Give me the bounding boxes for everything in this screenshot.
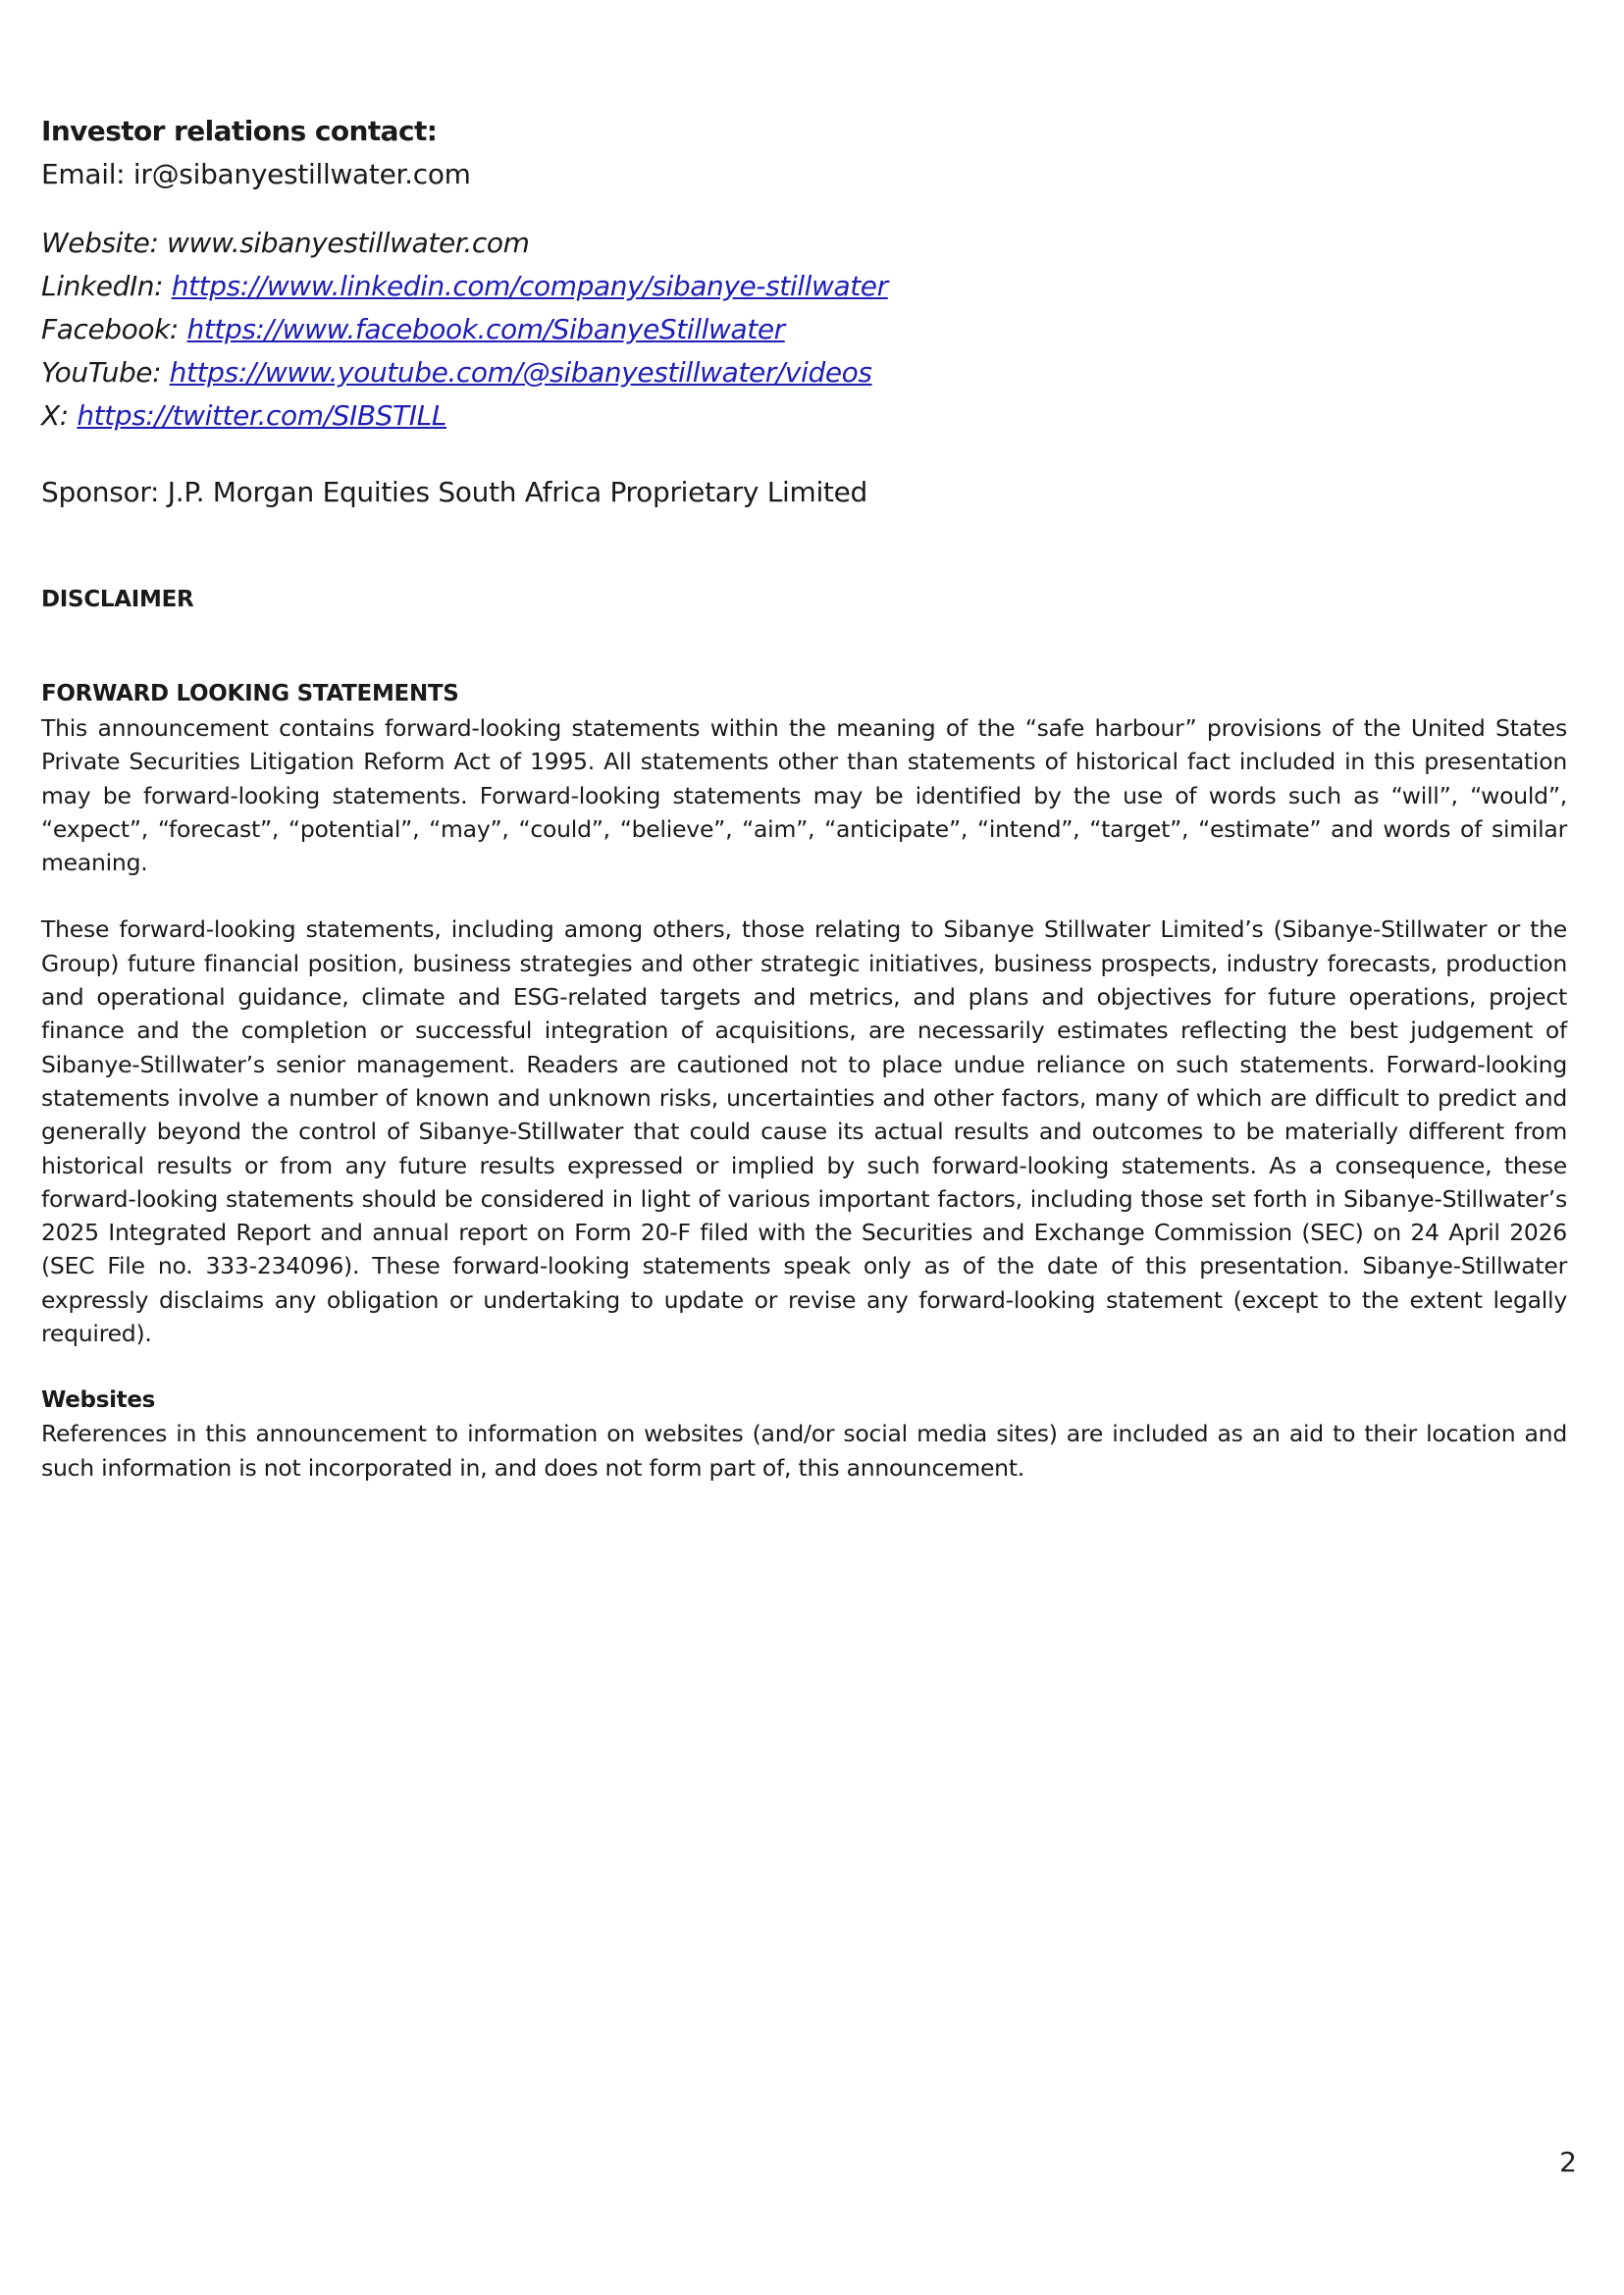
sponsor-line: Sponsor: J.P. Morgan Equities South Africa Proprietary Limited [41, 476, 868, 508]
linkedin-label: LinkedIn: [41, 270, 172, 302]
document-page [41, 110, 1567, 1485]
x-link[interactable]: https://twitter.com/SIBSTILL [77, 399, 446, 432]
website-line: Website: www.sibanyestillwater.com [41, 227, 530, 259]
contact-block [41, 110, 1567, 196]
forward-looking-paragraph-1: This announcement contains forward-looking statements within the meaning of the “safe harbour” provisions of the United States Private Securities Litigation Reform Act of 1995. All statements other than statements of historical fact included in this presentation may be forward-looking statements. Forward-looking statements may be identified by the use of words such as “will”, “would”, “expect”, “forecast”, “potential”, “may”, “could”, “believe”, “aim”, “anticipate”, “intend”, “target”, “estimate” and words of similar meaning. [41, 714, 1567, 877]
page-number: 2 [1559, 2146, 1577, 2178]
contact-email: Email: ir@sibanyestillwater.com [41, 158, 471, 190]
x-line [41, 394, 1567, 438]
forward-looking-paragraph-2: These forward-looking statements, including among others, those relating to Sibanye Stillwater Limited’s (Sibanye-Stillwater or the Group) future financial position, business strategies and other strategic initiatives, business prospects, industry forecasts, production and operational guidance, climate and ESG-related targets and metrics, and plans and objectives for future operations, project finance and the completion or successful integration of acquisitions, are necessarily estimates reflecting the best judgement of Sibanye-Stillwater’s senior management. Readers are cautioned not to place undue reliance on such statements. Forward-looking statements involve a number of known and unknown risks, uncertainties and other factors, many of which are difficult to predict and generally beyond the control of Sibanye-Stillwater that could cause its actual results and outcomes to be materially different from historical results or from any future results expressed or implied by such forward-looking statements. As a consequence, these forward-looking statements should be considered in light of various important factors, including those set forth in Sibanye-Stillwater’s 2025 Integrated Report and annual report on Form 20-F filed with the Securities and Exchange Commission (SEC) on 24 April 2026 (SEC File no. 333-234096). These forward-looking statements speak only as of the date of this presentation. Sibanye-Stillwater expressly disclaims any obligation or undertaking to update or revise any forward-looking statement (except to the extent legally required). [41, 915, 1567, 1348]
facebook-link[interactable]: https://www.facebook.com/SibanyeStillwater [186, 313, 785, 345]
linkedin-link[interactable]: https://www.linkedin.com/company/sibanye-stillwater [171, 270, 888, 302]
facebook-label: Facebook: [41, 313, 187, 345]
websites-heading: Websites [41, 1387, 156, 1414]
facebook-line [41, 308, 1567, 351]
contact-heading: Investor relations contact: [41, 115, 438, 147]
websites-paragraph: References in this announcement to information on websites (and/or social media sites) are included as an aid to their location and such information is not incorporated in, and does not form part of, this announcement. [41, 1420, 1567, 1482]
x-label: X: [41, 399, 78, 432]
forward-looking-heading: FORWARD LOOKING STATEMENTS [41, 681, 459, 706]
youtube-link[interactable]: https://www.youtube.com/@sibanyestillwater/videos [169, 356, 872, 389]
disclaimer-heading: DISCLAIMER [41, 587, 194, 612]
social-links-block [41, 222, 1567, 438]
linkedin-line [41, 265, 1567, 308]
youtube-label: YouTube: [41, 356, 170, 389]
youtube-line [41, 351, 1567, 394]
